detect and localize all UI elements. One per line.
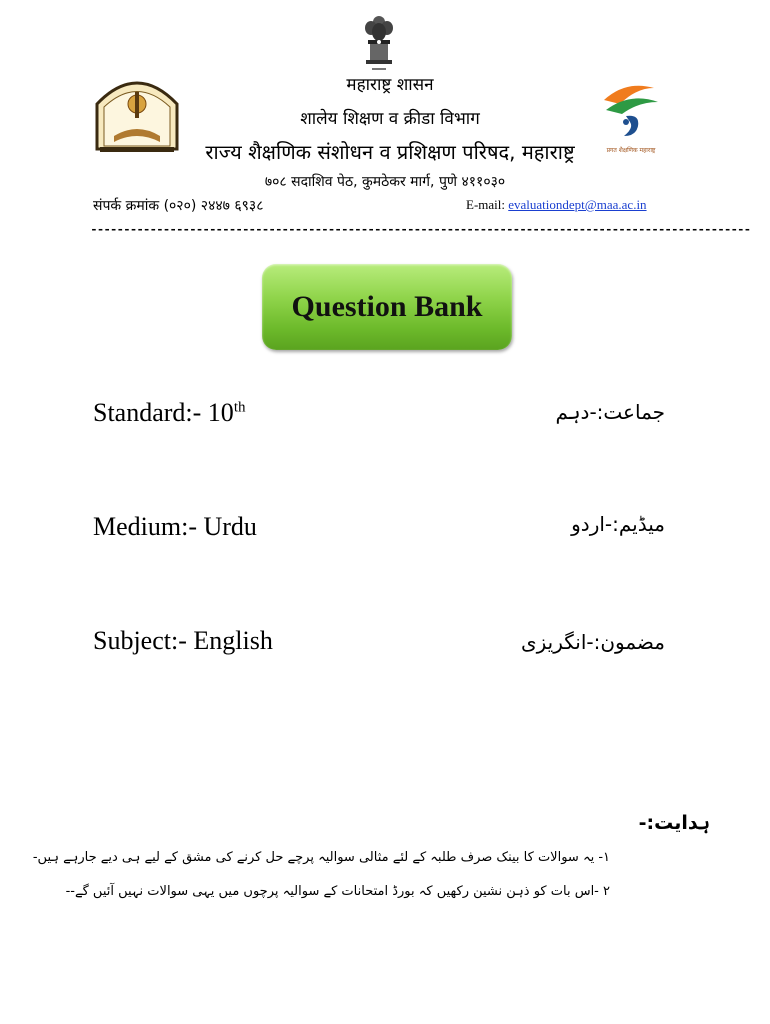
medium-label: Medium:- Urdu — [93, 512, 257, 541]
subject-urdu: مضمون:-انگریزی — [520, 630, 665, 654]
state-emblem-icon — [360, 14, 398, 76]
standard-label — [93, 398, 245, 428]
separator-line: ---------------------------------------------------------------------------------------------------- — [90, 222, 751, 237]
header-line-2: शालेय शिक्षण व क्रीडा विभाग — [300, 109, 480, 129]
standard-text: Standard:- 10 — [93, 398, 234, 427]
address: ७०८ सदाशिव पेठ, कुमठेकर मार्ग, पुणे ४११०३० — [264, 174, 506, 190]
question-bank-title: Question Bank — [291, 290, 483, 323]
email-label: E-mail: — [466, 197, 509, 212]
email-line — [466, 197, 647, 213]
standard-sup: th — [233, 399, 246, 416]
scert-logo — [92, 74, 182, 154]
header-line-3: राज्य शैक्षणिक संशोधन व प्रशिक्षण परिषद, महाराष्ट्र — [205, 140, 575, 164]
subject-label: Subject:- English — [93, 626, 273, 655]
pragat-maharashtra-logo — [596, 80, 666, 156]
instruction-item-1: ۱- یہ سوالات کا بینک صرف طلبہ کے لئے مثالی سوالیہ پرچے حل کرنے کی مشق کے لیے ہی دیے جارہے ہیں- — [32, 850, 610, 865]
right-logo-caption: प्रगत शैक्षणिक महाराष्ट्र — [606, 147, 656, 154]
email-link[interactable]: evaluationdept@maa.ac.in — [508, 197, 647, 212]
instructions-heading: ہدایت:- — [638, 812, 710, 834]
medium-urdu: میڈیم:-اردو — [571, 512, 665, 536]
instruction-item-2: ۲ -اس بات کو ذہن نشین رکھیں کہ بورڈ امتحانات کے سوالیہ پرچوں میں یہی سوالات نہیں آئیں گے-- — [65, 884, 610, 899]
standard-urdu: جماعت:-دہم — [555, 400, 665, 424]
contact-phone: संपर्क क्रमांक (०२०) २४४७ ६९३८ — [93, 198, 264, 214]
header-line-1: महाराष्ट्र शासन — [346, 75, 434, 95]
question-bank-banner — [262, 264, 512, 350]
